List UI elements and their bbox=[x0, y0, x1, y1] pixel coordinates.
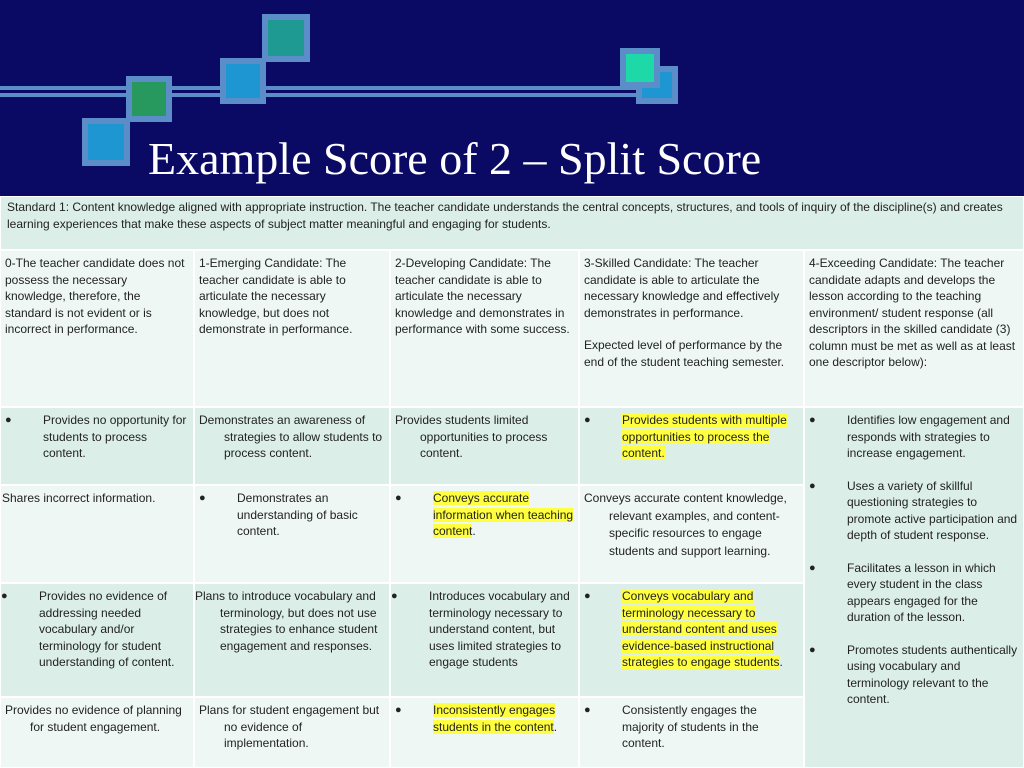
row4-level-1 bbox=[194, 697, 390, 768]
row4-level-0 bbox=[0, 697, 194, 768]
slide-header bbox=[0, 0, 1024, 196]
rubric-table bbox=[0, 196, 1024, 768]
header-level-3 bbox=[579, 250, 804, 407]
row1-level-3 bbox=[579, 407, 804, 485]
row2-level-0: Shares incorrect information. bbox=[0, 485, 194, 583]
row3-level-1-text: Plans to introduce vocabulary and terminology, but does not use strategies to enhance student engagement and responses. bbox=[195, 589, 378, 653]
row3-level-3-text: Conveys vocabulary and terminology necessary to understand content and uses evidence-based instructional strategies to engage students bbox=[622, 589, 780, 669]
row3-level-3: ● Conveys vocabulary and terminology necessary to understand content and uses evidence-based instructional strategies to engage students. bbox=[579, 583, 804, 697]
decor-line bbox=[0, 93, 672, 97]
exceeding-descriptors bbox=[804, 407, 1024, 768]
row4-level-3 bbox=[579, 697, 804, 768]
row4-level-1-text: Plans for student engagement but no evidence of implementation. bbox=[199, 703, 380, 750]
row1-level-0 bbox=[0, 407, 194, 485]
row2-level-2-text: Conveys accurate information when teaching content bbox=[433, 491, 574, 538]
header-level-3-text: 3-Skilled Candidate: The teacher candidate is able to articulate the necessary knowledge and effectively demonstrates in performance. bbox=[584, 256, 780, 320]
decor-square bbox=[126, 76, 172, 122]
row1-level-1 bbox=[194, 407, 390, 485]
row1-level-3-text: Provides students with multiple opportunities to process the content. bbox=[622, 413, 787, 460]
row1-level-0-text: ● Provides no opportunity for students to process content. bbox=[5, 412, 189, 462]
decor-line bbox=[0, 86, 672, 90]
decor-square bbox=[220, 58, 266, 104]
slide-title: Example Score of 2 – Split Score bbox=[148, 133, 762, 184]
row2-level-3-text: Conveys accurate content knowledge, relevant examples, and content-specific resources to engage students and support learning. bbox=[584, 491, 787, 558]
row4-level-2: ● Inconsistently engages students in the content. bbox=[390, 697, 579, 768]
row2-level-3 bbox=[579, 485, 804, 583]
header-level-3-note: Expected level of performance by the end of the student teaching semester. bbox=[584, 338, 785, 369]
row3-level-0-text: ● Provides no evidence of addressing needed vocabulary and/or terminology for student understanding of content. bbox=[1, 588, 189, 671]
row2-level-1-text: ● Demonstrates an understanding of basic content. bbox=[199, 490, 385, 540]
header-level-0: 0-The teacher candidate does not possess the necessary knowledge, therefore, the standard is not evident or is incorrect in performance. bbox=[0, 250, 194, 407]
header-level-2: 2-Developing Candidate: The teacher candidate is able to articulate the necessary knowledge and demonstrates in performance with some success. bbox=[390, 250, 579, 407]
header-level-1: 1-Emerging Candidate: The teacher candidate is able to articulate the necessary knowledge, but does not demonstrate in performance. bbox=[194, 250, 390, 407]
decor-square bbox=[262, 14, 310, 62]
row2-level-1 bbox=[194, 485, 390, 583]
row3-level-2 bbox=[390, 583, 579, 697]
row2-level-2: ● Conveys accurate information when teaching content. bbox=[390, 485, 579, 583]
row1-level-2-text: Provides students limited opportunities to process content. bbox=[395, 413, 548, 460]
decor-square bbox=[620, 48, 660, 88]
row4-level-0-text: Provides no evidence of planning for student engagement. bbox=[5, 703, 182, 734]
exceeding-item: ● Promotes students authentically using vocabulary and terminology relevant to the content. bbox=[809, 642, 1019, 708]
row3-level-1 bbox=[194, 583, 390, 697]
row3-level-2-text: ● Introduces vocabulary and terminology necessary to understand content, but uses limited strategies to engage students bbox=[391, 588, 574, 671]
row1-level-2 bbox=[390, 407, 579, 485]
standard-description: Standard 1: Content knowledge aligned with appropriate instruction. The teacher candidate understands the central concepts, structures, and tools of inquiry of the discipline(s) and creates learning experiences that make these aspects of subject matter meaningful and engaging for students. bbox=[0, 196, 1024, 250]
exceeding-item: ● Identifies low engagement and responds with strategies to increase engagement. bbox=[809, 412, 1019, 462]
exceeding-item: ● Uses a variety of skillful questioning strategies to promote active participation and depth of student response. bbox=[809, 478, 1019, 544]
header-level-4: 4-Exceeding Candidate: The teacher candidate adapts and develops the lesson according to the teaching environment/ student response (all descriptors in the skilled candidate (3) column must be met as well as at least one descriptor below): bbox=[804, 250, 1024, 407]
decor-square bbox=[82, 118, 130, 166]
row1-level-1-text: Demonstrates an awareness of strategies to allow students to process content. bbox=[199, 413, 383, 460]
exceeding-item: ● Facilitates a lesson in which every student in the class appears engaged for the duration of the lesson. bbox=[809, 560, 1019, 626]
row4-level-3-text: ● Consistently engages the majority of students in the content. bbox=[584, 702, 799, 752]
row3-level-0 bbox=[0, 583, 194, 697]
row4-level-2-text: Inconsistently engages students in the content bbox=[433, 703, 556, 734]
